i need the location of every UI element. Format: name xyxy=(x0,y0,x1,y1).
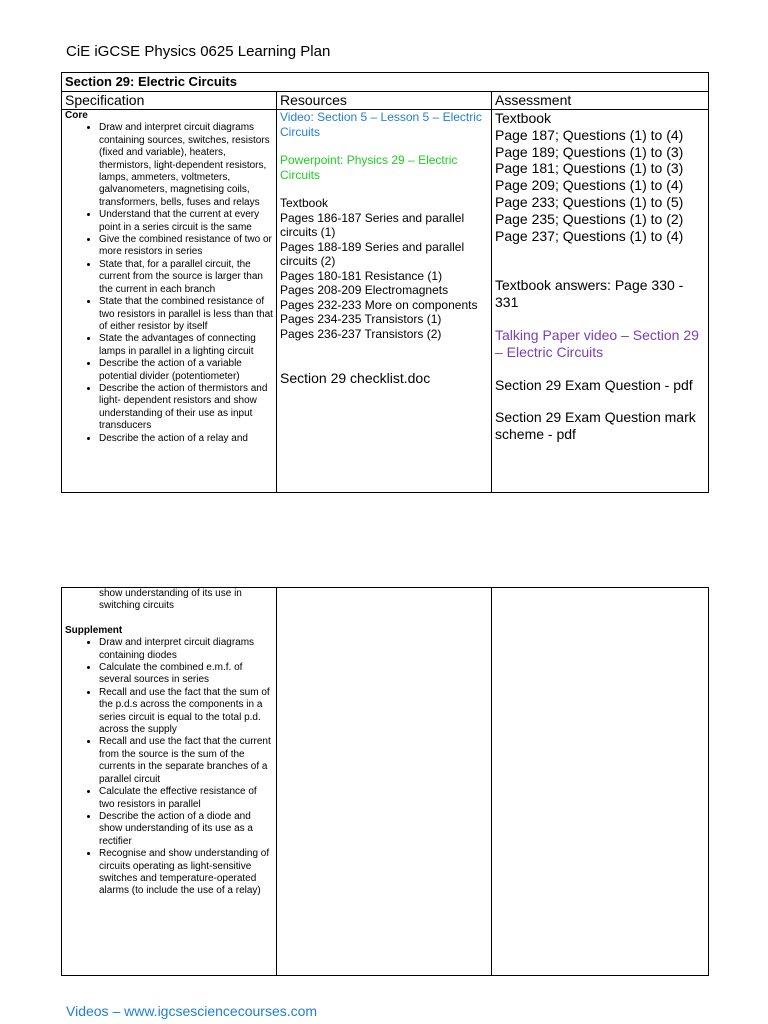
list-item: • Recognise and show understanding of circuits operating as light-sensitive switches and temperature-operated alarms (to include the use of a relay) xyxy=(99,848,273,898)
resources-cell-continued xyxy=(277,588,492,976)
question-ref: Page 237; Questions (1) to (4) xyxy=(495,227,684,244)
footer-videos-link[interactable]: Videos – www.igcsesciencecourses.com xyxy=(66,1003,318,1019)
header-assessment: Assessment xyxy=(492,92,709,110)
page-title: CiE iGCSE Physics 0625 Learning Plan xyxy=(66,43,331,60)
learning-plan-table-continued xyxy=(61,587,709,976)
list-item: • Calculate the combined e.m.f. of several sources in series xyxy=(99,662,273,687)
question-ref: Page 235; Questions (1) to (2) xyxy=(495,210,684,227)
list-item: • State that the combined resistance of two resistors in parallel is less than that of either resistor by itself xyxy=(99,296,273,333)
list-item: • Calculate the effective resistance of two resistors in parallel xyxy=(99,786,273,811)
page-ref: Pages 188-189 Series and parallel circuits (2) xyxy=(280,239,465,268)
question-ref: Page 187; Questions (1) to (4) xyxy=(495,126,684,143)
list-item: • Describe the action of a variable potential divider (potentiometer) xyxy=(99,358,273,383)
question-ref: Page 181; Questions (1) to (3) xyxy=(495,160,684,177)
header-resources: Resources xyxy=(277,92,492,110)
textbook-label: Textbook xyxy=(280,196,329,210)
list-item: • State the advantages of connecting lamps in parallel in a lighting circuit xyxy=(99,333,273,358)
video-link[interactable]: Video: Section 5 – Lesson 5 – Electric Circuits xyxy=(280,110,482,139)
list-item: • Draw and interpret circuit diagrams containing diodes xyxy=(99,637,273,662)
exam-question-link[interactable]: Section 29 Exam Question - pdf xyxy=(495,376,693,393)
question-ref: Page 233; Questions (1) to (5) xyxy=(495,193,684,210)
assessment-cell-continued xyxy=(492,588,709,976)
checklist-link[interactable]: Section 29 checklist.doc xyxy=(280,370,431,386)
list-item: • Describe the action of a relay and xyxy=(99,433,273,445)
page-ref: Pages 234-235 Transistors (1) xyxy=(280,312,442,326)
learning-plan-table xyxy=(61,72,709,493)
talking-paper-link[interactable]: Talking Paper video – Section 29 – Electric Circuits xyxy=(495,326,699,360)
core-list xyxy=(65,122,273,445)
specification-cell-continued xyxy=(62,588,277,976)
core-continued: show understanding of its use in switching circuits xyxy=(99,588,242,612)
assessment-textbook-label: Textbook xyxy=(495,110,552,126)
page-ref: Pages 232-233 More on components xyxy=(280,297,478,312)
list-item: • Give the combined resistance of two or more resistors in series xyxy=(99,234,273,259)
specification-cell xyxy=(62,110,277,493)
textbook-answers: Textbook answers: Page 330 - 331 xyxy=(495,277,684,311)
supplement-list xyxy=(65,637,273,898)
list-item: • Draw and interpret circuit diagrams containing sources, switches, resistors (fixed and variable), heaters, thermistors, light-dependent resistors, lamps, ammeters, voltmeters, galvanometers, magnetising coils, transformers, bells, fuses and relays xyxy=(99,122,273,209)
page-ref: Pages 236-237 Transistors (2) xyxy=(280,326,442,341)
page-ref: Pages 208-209 Electromagnets xyxy=(280,283,449,297)
section-title: Section 29: Electric Circuits xyxy=(62,73,709,92)
powerpoint-link[interactable]: Powerpoint: Physics 29 – Electric Circuits xyxy=(280,153,458,182)
list-item: • Describe the action of a diode and show understanding of its use as a rectifier xyxy=(99,811,273,848)
mark-scheme-link[interactable]: Section 29 Exam Question mark scheme - pdf xyxy=(495,409,696,443)
question-ref: Page 189; Questions (1) to (3) xyxy=(495,143,684,160)
list-item: • State that, for a parallel circuit, the current from the source is larger than the current in each branch xyxy=(99,259,273,296)
list-item: • Recall and use the fact that the sum of the p.d.s across the components in a series circuit is equal to the total p.d. across the supply xyxy=(99,687,273,737)
question-ref: Page 209; Questions (1) to (4) xyxy=(495,177,684,194)
page-ref: Pages 180-181 Resistance (1) xyxy=(280,268,443,283)
core-label: Core xyxy=(65,110,88,121)
supplement-label: Supplement xyxy=(65,624,123,636)
page-ref: Pages 186-187 Series and parallel circuits (1) xyxy=(280,210,465,239)
assessment-cell xyxy=(492,110,709,493)
header-specification: Specification xyxy=(62,92,277,110)
list-item: • Recall and use the fact that the current from the source is the sum of the currents in the separate branches of a parallel circuit xyxy=(99,736,273,786)
list-item: • Understand that the current at every point in a series circuit is the same xyxy=(99,209,273,234)
list-item: • Describe the action of thermistors and light- dependent resistors and show understanding of their use as input transducers xyxy=(99,383,273,433)
resources-cell xyxy=(277,110,492,493)
